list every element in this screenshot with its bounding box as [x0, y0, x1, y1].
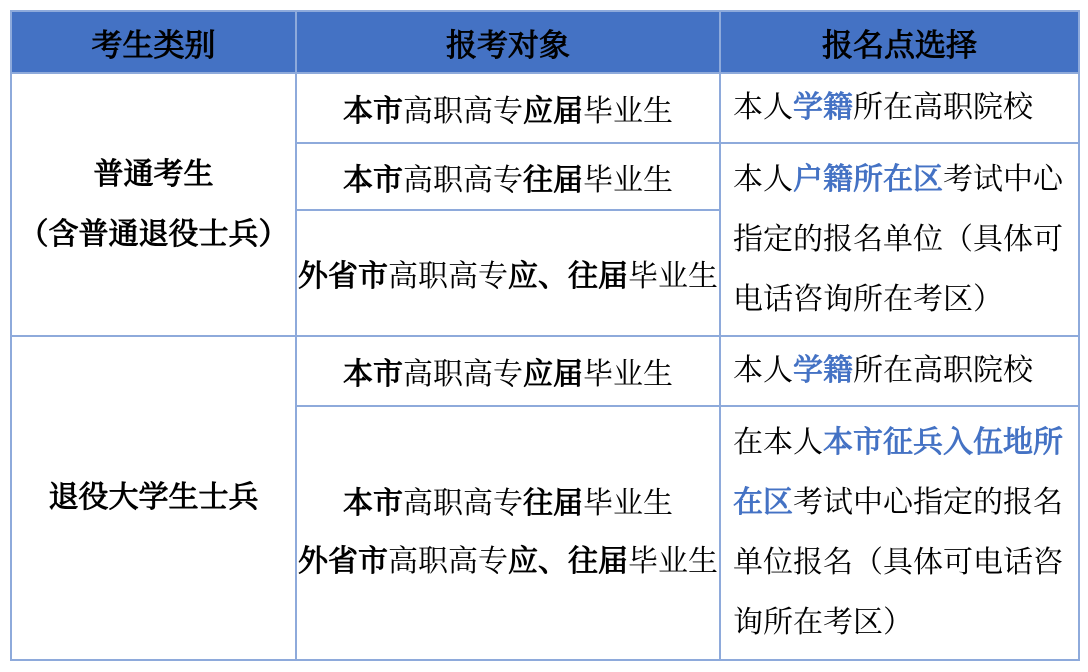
cell-category-veteran-students [11, 336, 296, 660]
text-segment: 外省市 [298, 545, 388, 578]
cell-regpoint-enlistment-district [720, 406, 1079, 660]
header-row [11, 11, 1079, 73]
text-segment: 外省市 [298, 260, 388, 293]
text-segment: 学籍 [793, 91, 853, 124]
text-segment: 应届 [523, 95, 583, 128]
cell-target-local-fresh-graduates-veteran [296, 336, 720, 406]
text-segment: 毕业生 [628, 260, 718, 293]
header-cell-candidate-category: 考生类别 [11, 11, 296, 73]
text-segment: 在本人 [733, 426, 823, 459]
text-segment: 毕业生 [628, 545, 718, 578]
text-segment: 往届 [523, 163, 583, 197]
text-segment: 高职高专 [403, 163, 523, 197]
text-segment: 本市 [343, 95, 403, 128]
cell-category-ordinary-candidates [11, 73, 296, 336]
text-segment: 应、往届 [508, 260, 628, 293]
header-cell-application-target: 报考对象 [296, 11, 720, 73]
text-segment: 所在高职院校 [853, 354, 1033, 387]
text-segment: 户籍所在区 [793, 162, 943, 196]
text-segment: 本市 [343, 487, 403, 520]
text-segment: 本市征兵入伍地所在区 [733, 426, 1063, 519]
text-segment: 所在高职院校 [853, 91, 1033, 124]
text-segment: 往届 [523, 487, 583, 520]
text-segment: 考试中心指定的报名单位报名（具体可电话咨询所在考区） [733, 486, 1063, 639]
text-segment: 应届 [523, 358, 583, 391]
cell-regpoint-household-district [720, 143, 1079, 336]
text-segment: 毕业生 [583, 358, 673, 391]
text-segment: 高职高专 [403, 487, 523, 520]
target-line [298, 475, 718, 533]
target-line [298, 533, 718, 591]
header-cell-registration-point: 报名点选择 [720, 11, 1079, 73]
category-line: （含普通退役士兵） [18, 217, 289, 251]
cell-regpoint-own-school-veteran [720, 336, 1079, 406]
document-canvas [0, 10, 1088, 672]
text-segment: 高职高专 [388, 260, 508, 293]
text-segment: 毕业生 [583, 95, 673, 128]
registration-table [10, 10, 1080, 661]
text-segment: 毕业生 [583, 163, 673, 197]
category-line: 退役大学生士兵 [48, 481, 259, 514]
text-segment: 本人 [733, 91, 793, 124]
cell-target-veteran-previous-and-other [296, 406, 720, 660]
table-row [11, 336, 1079, 406]
text-segment: 高职高专 [403, 95, 523, 128]
cell-target-local-previous-graduates [296, 143, 720, 210]
cell-regpoint-own-school [720, 73, 1079, 143]
text-segment: 考试中心指定的报名单位（具体可电话咨询所在考区） [733, 162, 1063, 316]
text-segment: 学籍 [793, 354, 853, 387]
text-segment: 高职高专 [388, 545, 508, 578]
text-segment: 毕业生 [583, 487, 673, 520]
text-segment: 高职高专 [403, 358, 523, 391]
text-segment: 本市 [343, 163, 403, 197]
table-row [11, 73, 1079, 143]
text-segment: 本人 [733, 162, 793, 196]
text-segment: 本人 [733, 354, 793, 387]
page [0, 10, 1088, 672]
text-segment: 应、往届 [508, 545, 628, 578]
cell-target-local-fresh-graduates [296, 73, 720, 143]
category-line: 普通考生 [93, 157, 214, 191]
text-segment: 本市 [343, 358, 403, 391]
cell-target-other-province-graduates [296, 210, 720, 336]
